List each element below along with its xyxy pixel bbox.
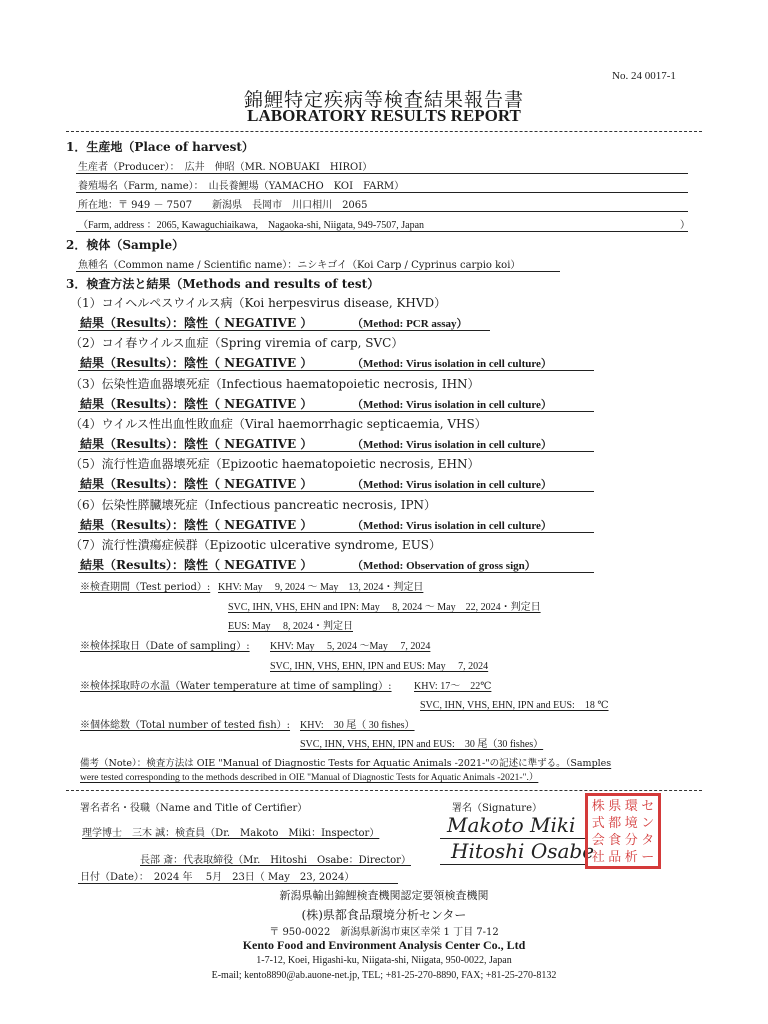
period-svc: SVC, IHN, VHS, EHN and IPN: May 8, 2024 ～ May 22, 2024・判定日: [228, 602, 541, 613]
title-japanese: 錦鯉特定疾病等検査結果報告書: [243, 89, 524, 111]
section-2-heading: 2．検体（Sample）: [66, 238, 185, 252]
test-method: （Method: Virus isolation in cell culture）: [352, 519, 552, 532]
sampling-others: SVC, IHN, VHS, EHN, IPN and EUS: May 7, 2024: [270, 661, 489, 672]
period-khv: KHV: May 9, 2024 ～ May 13, 2024・判定日: [218, 582, 424, 593]
test-result: 結果（Results）：陰性（ NEGATIVE ）: [80, 356, 313, 371]
stamp-char: 環: [624, 799, 638, 814]
address-en-underline: [76, 231, 688, 232]
test-name: （1）コイヘルペスウイルス病（Koi herpesvirus disease, KHVD）: [70, 296, 447, 310]
water-label: ※検体採取時の水温（Water temperature at time of sampling）:: [80, 681, 392, 692]
test-underline: [78, 572, 594, 573]
signature-miki: Makoto Miki: [447, 813, 576, 837]
address-en-line: （Farm, address ：2065, Kawaguchiaikawa, Nagaoka-shi, Niigata, 949-7507, Japan: [78, 220, 425, 231]
remark-line-2: were tested corresponding to the methods described in OIE "Manual of Diagnostic Tests for Aquatic Animals -2021-".）: [80, 773, 539, 783]
footer-address-en: 1-7-12, Koei, Higashi-ku, Niigata-shi, Niigata, 950-0022, Japan: [256, 955, 512, 966]
test-result: 結果（Results）：陰性（ NEGATIVE ）: [80, 316, 313, 330]
signature-label: 署名（Signature）: [452, 803, 543, 814]
test-method: （Method: Virus isolation in cell culture）: [352, 398, 552, 411]
certifier-name-2: 長部 斎：代表取締役（Mr. Hitoshi Osabe：Director）: [140, 855, 411, 866]
water-others: SVC, IHN, VHS, EHN, IPN and EUS: 18 ℃: [420, 700, 609, 711]
farm-underline: [76, 192, 688, 193]
test-name: （4）ウイルス性出血性敗血症（Viral haemorrhagic septicaemia, VHS）: [70, 416, 487, 431]
address-ja-line: 所在地：〒 949 － 7507 新潟県 長岡市 川口相川 2065: [78, 200, 368, 211]
test-name: （7）流行性潰瘍症候群（Epizootic ulcerative syndrome, EUS）: [70, 537, 442, 552]
test-method: （Method: Virus isolation in cell culture）: [352, 358, 552, 371]
producer-underline: [76, 173, 688, 174]
fish-others: SVC, IHN, VHS, EHN, IPN and EUS: 30 尾（30 fishes）: [300, 739, 544, 750]
test-underline: [78, 330, 490, 331]
species-underline: [76, 271, 560, 272]
address-ja-underline: [76, 211, 688, 212]
sampling-khv: KHV: May 5, 2024 ～May 7, 2024: [270, 641, 431, 652]
test-name: （6）伝染性膵臓壊死症（Infectious pancreatic necrosis, IPN）: [70, 497, 437, 512]
stamp-char: 会: [591, 833, 605, 848]
test-underline: [78, 451, 594, 452]
test-underline: [78, 491, 594, 492]
issue-date: 日付（Date）： 2024 年 5月 23日（ May 23, 2024）: [80, 872, 355, 883]
stamp-char: 析: [624, 850, 638, 865]
species-line: 魚種名（Common name / Scientific name）：ニシキゴイ（Koi Carp / Cyprinus carpio koi）: [78, 260, 521, 271]
test-method: （Method: Virus isolation in cell culture）: [352, 479, 552, 492]
stamp-char: 品: [608, 850, 622, 865]
section-3-heading: 3．検査方法と結果（Methods and results of test）: [66, 277, 380, 291]
period-label: ※検査期間（Test period）:: [80, 582, 211, 593]
test-result: 結果（Results）：陰性（ NEGATIVE ）: [80, 396, 313, 411]
test-underline: [78, 532, 594, 533]
water-khv: KHV: 17～ 22℃: [414, 681, 492, 692]
signature-line-1: [440, 838, 588, 839]
stamp-char: 県: [608, 799, 622, 814]
title-english: LABORATORY RESULTS REPORT: [247, 106, 521, 125]
stamp-char: セ: [641, 799, 655, 814]
test-method: （Method: Virus isolation in cell culture）: [352, 438, 552, 451]
test-underline: [78, 411, 594, 412]
test-method: （Method: PCR assay）: [352, 318, 468, 330]
test-method: （Method: Observation of gross sign）: [352, 559, 536, 572]
footer-company-en: Kento Food and Environment Analysis Center Co., Ltd: [242, 938, 526, 952]
document-number: No. 24 0017-1: [612, 70, 676, 82]
test-result: 結果（Results）：陰性（ NEGATIVE ）: [80, 517, 313, 532]
fish-label: ※個体総数（Total number of tested fish）:: [80, 720, 291, 731]
test-underline: [78, 370, 594, 371]
footer-address-ja: 〒 950-0022 新潟県新潟市東区幸栄 1 丁目 7-12: [269, 927, 499, 938]
test-name: （3）伝染性造血器壊死症（Infectious haematopoietic necrosis, IHN）: [70, 376, 480, 391]
sampling-label: ※検体採取日（Date of sampling）:: [80, 641, 250, 652]
fish-khv: KHV: 30 尾（ 30 fishes）: [300, 720, 415, 731]
remark-line-1: 備考（Note）：検査方法は OIE "Manual of Diagnostic Tests for Aquatic Animals -2021-"の記述に準ずる。（Samples: [80, 758, 612, 769]
stamp-char: 都: [608, 816, 622, 831]
test-name: （2）コイ春ウイルス血症（Spring viremia of carp, SVC）: [70, 336, 404, 351]
footer-contact: E-mail; kento8890@ab.auone-net.jp, TEL; +81-25-270-8890, FAX; +81-25-270-8132: [211, 970, 557, 981]
notes-divider: [66, 790, 702, 791]
test-result: 結果（Results）：陰性（ NEGATIVE ）: [80, 557, 313, 572]
company-seal-stamp: [585, 793, 661, 869]
test-result: 結果（Results）：陰性（ NEGATIVE ）: [80, 436, 313, 451]
footer-company-ja: (株)県都食品環境分析センター: [301, 908, 467, 922]
footer-designation: 新潟県輸出錦鯉検査機関認定要領検査機関: [279, 889, 489, 902]
date-underline: [78, 883, 398, 884]
certifier-name-1: 理学博士 三木 誠：検査員（Dr. Makoto Miki：Inspector）: [82, 828, 380, 839]
stamp-char: 式: [591, 816, 605, 831]
stamp-char: 株: [591, 799, 605, 814]
stamp-char: 食: [608, 833, 622, 848]
period-eus: EUS: May 8, 2024・判定日: [228, 621, 353, 632]
producer-line: 生産者（Producer）： 広井 伸昭（MR. NOBUAKI HIROI）: [78, 162, 373, 173]
signature-osabe: Hitoshi Osabe: [451, 839, 595, 863]
signature-line-2: [440, 864, 588, 865]
test-name: （5）流行性造血器壊死症（Epizootic haematopoietic necrosis, EHN）: [70, 457, 480, 472]
stamp-char: ー: [641, 850, 655, 865]
stamp-char: ン: [641, 816, 655, 831]
header-divider: [66, 131, 702, 132]
stamp-char: 社: [591, 850, 605, 865]
stamp-char: 分: [624, 833, 638, 848]
stamp-char: タ: [641, 833, 655, 848]
certifier-label: 署名者名・役職（Name and Title of Certifier）: [80, 803, 308, 814]
test-result: 結果（Results）：陰性（ NEGATIVE ）: [80, 477, 313, 492]
address-en-close: ）: [680, 220, 690, 231]
stamp-char: 境: [624, 816, 638, 831]
section-1-heading: 1．生産地（Place of harvest）: [66, 140, 254, 154]
farm-line: 養殖場名（Farm, name）： 山長養鯉場（YAMACHO KOI FARM）: [78, 181, 405, 192]
